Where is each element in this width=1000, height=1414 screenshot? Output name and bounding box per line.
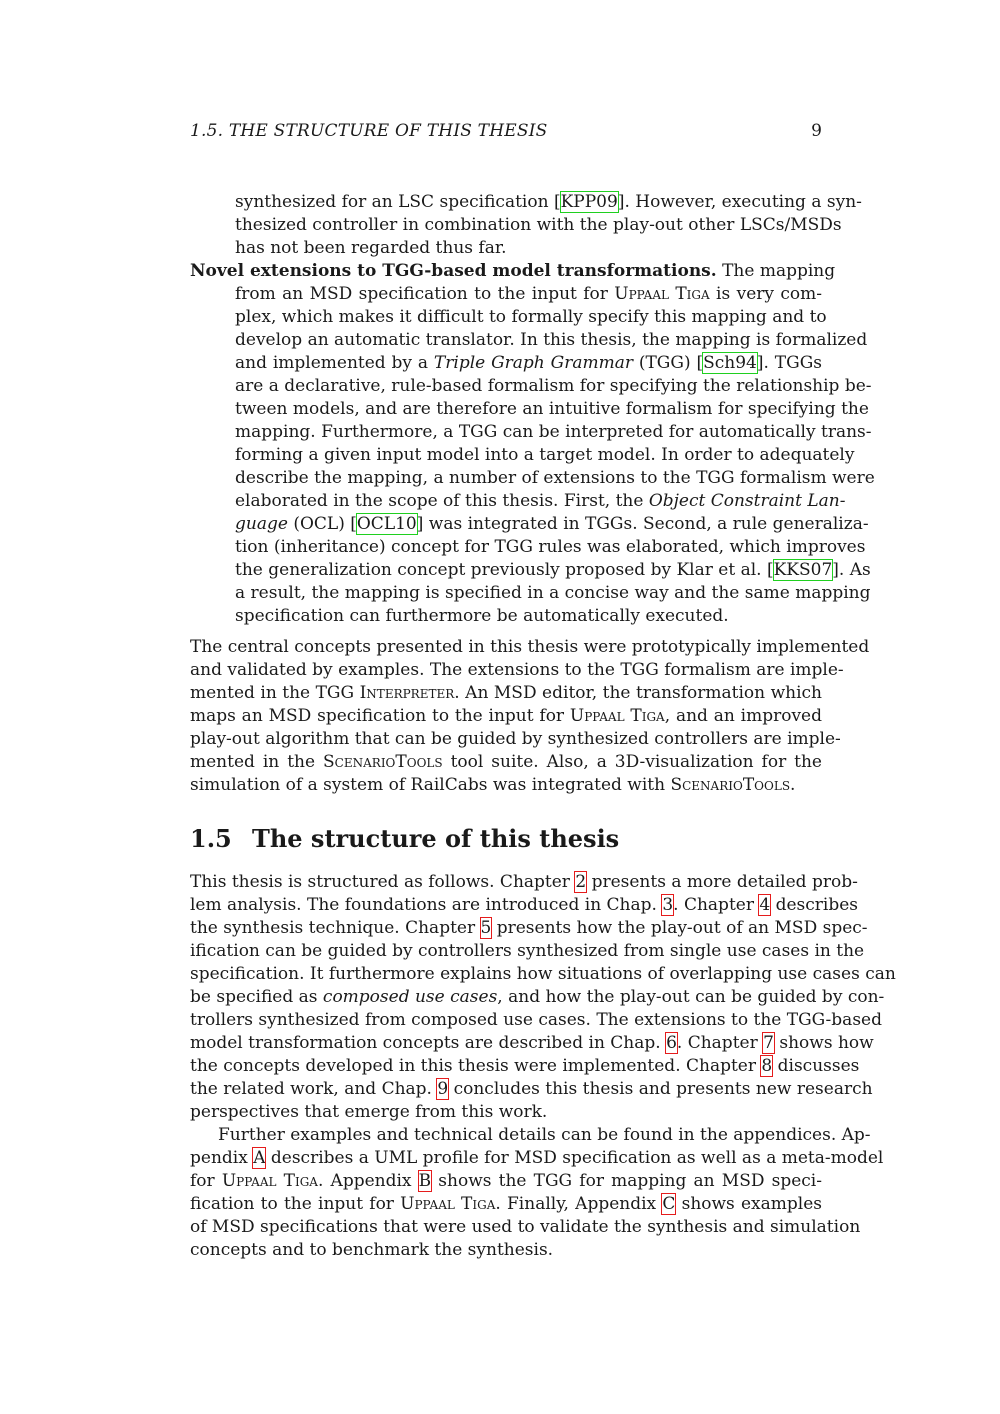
impl-paragraph-line: and validated by examples. The extensions to the TGG formalism are imple- bbox=[190, 660, 844, 680]
citation-link-kks07[interactable]: KKS07 bbox=[773, 560, 833, 580]
tgg-item-line: tween models, and are therefore an intuitive formalism for specifying the bbox=[235, 399, 869, 419]
structure-paragraph-line: perspectives that emerge from this work. bbox=[190, 1102, 548, 1122]
page-number: 9 bbox=[811, 121, 822, 141]
tgg-item-line: specification can furthermore be automatically executed. bbox=[235, 606, 729, 626]
item-continuation-line: has not been regarded thus far. bbox=[235, 238, 507, 258]
structure-paragraph-line: trollers synthesized from composed use cases. The extensions to the TGG-based bbox=[190, 1010, 882, 1030]
impl-paragraph-line: simulation of a system of RailCabs was integrated with ScenarioTools. bbox=[190, 775, 796, 795]
tgg-item-line: tion (inheritance) concept for TGG rules was elaborated, which improves bbox=[235, 537, 866, 557]
appendix-link-c[interactable]: C bbox=[662, 1194, 676, 1214]
structure-paragraph-line: the concepts developed in this thesis were implemented. Chapter 8 discusses bbox=[190, 1056, 860, 1076]
chapter-link-8[interactable]: 8 bbox=[761, 1056, 773, 1076]
tgg-item-line: are a declarative, rule-based formalism for specifying the relationship be- bbox=[235, 376, 872, 396]
structure-paragraph-line: ification can be guided by controllers synthesized from single use cases in the bbox=[190, 941, 865, 961]
structure-paragraph-line: be specified as composed use cases, and how the play-out can be guided by con- bbox=[190, 987, 885, 1007]
tgg-item-line: describe the mapping, a number of extensions to the TGG formalism were bbox=[235, 468, 875, 488]
structure-paragraph-line: model transformation concepts are described in Chap. 6. Chapter 7 shows how bbox=[190, 1033, 874, 1053]
tgg-item-line: guage (OCL) [OCL10] was integrated in TGGs. Second, a rule generaliza- bbox=[235, 514, 869, 534]
impl-paragraph-line: The central concepts presented in this thesis were prototypically implemented bbox=[190, 637, 870, 657]
structure-paragraph-line: the related work, and Chap. 9 concludes this thesis and presents new research bbox=[190, 1079, 873, 1099]
tgg-item-line: and implemented by a Triple Graph Grammar (TGG) [Sch94]. TGGs bbox=[235, 353, 823, 373]
tgg-item-line: from an MSD specification to the input for Uppaal Tiga is very com- bbox=[235, 284, 822, 304]
running-header-title: 1.5. THE STRUCTURE OF THIS THESIS bbox=[190, 121, 548, 141]
chapter-link-5[interactable]: 5 bbox=[480, 918, 492, 938]
appendix-paragraph-line: concepts and to benchmark the synthesis. bbox=[190, 1240, 554, 1260]
impl-paragraph-line: mented in the TGG Interpreter. An MSD editor, the transformation which bbox=[190, 683, 823, 703]
appendix-paragraph-line: fication to the input for Uppaal Tiga. Finally, Appendix C shows examples bbox=[190, 1194, 823, 1214]
tgg-item-line: develop an automatic translator. In this thesis, the mapping is formalized bbox=[235, 330, 868, 350]
tgg-item-line: plex, which makes it difficult to formally specify this mapping and to bbox=[235, 307, 827, 327]
structure-paragraph-line: the synthesis technique. Chapter 5 presents how the play-out of an MSD spec- bbox=[190, 918, 868, 938]
impl-paragraph-line: play-out algorithm that can be guided by synthesized controllers are imple- bbox=[190, 729, 841, 749]
item-continuation-line: synthesized for an LSC specification [KPP09]. However, executing a syn- bbox=[235, 192, 862, 212]
citation-link-kpp09[interactable]: KPP09 bbox=[560, 192, 618, 212]
tgg-item-line: Novel extensions to TGG-based model transformations. The mapping bbox=[190, 261, 836, 281]
chapter-link-6[interactable]: 6 bbox=[666, 1033, 677, 1053]
impl-paragraph-line: mented in the ScenarioTools tool suite. Also, a 3D-visualization for the bbox=[190, 752, 822, 772]
chapter-link-3[interactable]: 3 bbox=[662, 895, 674, 915]
appendix-link-b[interactable]: B bbox=[418, 1171, 432, 1191]
impl-paragraph-line: maps an MSD specification to the input for Uppaal Tiga, and an improved bbox=[190, 706, 822, 726]
item-continuation-line: thesized controller in combination with the play-out other LSCs/MSDs bbox=[235, 215, 842, 235]
tgg-item-line: a result, the mapping is specified in a concise way and the same mapping bbox=[235, 583, 871, 603]
chapter-link-9[interactable]: 9 bbox=[437, 1079, 449, 1099]
citation-link-ocl10[interactable]: OCL10 bbox=[356, 514, 417, 534]
citation-link-sch94[interactable]: Sch94 bbox=[703, 353, 757, 373]
structure-paragraph-line: lem analysis. The foundations are introduced in Chap. 3. Chapter 4 describes bbox=[190, 895, 859, 915]
appendix-paragraph-line: for Uppaal Tiga. Appendix B shows the TGG for mapping an MSD speci- bbox=[190, 1171, 822, 1191]
chapter-link-4[interactable]: 4 bbox=[759, 895, 771, 915]
section-number: 1.5 bbox=[190, 824, 232, 853]
appendix-paragraph-line: of MSD specifications that were used to validate the synthesis and simulation bbox=[190, 1217, 861, 1237]
section-title: The structure of this thesis bbox=[252, 824, 620, 853]
tgg-item-line: elaborated in the scope of this thesis. First, the Object Constraint Lan- bbox=[235, 491, 846, 511]
chapter-link-7[interactable]: 7 bbox=[763, 1033, 774, 1053]
chapter-link-2[interactable]: 2 bbox=[575, 872, 587, 892]
tgg-item-line: mapping. Furthermore, a TGG can be interpreted for automatically trans- bbox=[235, 422, 872, 442]
appendix-paragraph-line: Further examples and technical details can be found in the appendices. Ap- bbox=[218, 1125, 871, 1145]
structure-paragraph-line: This thesis is structured as follows. Chapter 2 presents a more detailed prob- bbox=[190, 872, 858, 892]
appendix-paragraph-line: pendix A describes a UML profile for MSD specification as well as a meta-model bbox=[190, 1148, 884, 1168]
appendix-link-a[interactable]: A bbox=[253, 1148, 266, 1168]
structure-paragraph-line: specification. It furthermore explains how situations of overlapping use cases can bbox=[190, 964, 896, 984]
tgg-item-line: the generalization concept previously proposed by Klar et al. [KKS07]. As bbox=[235, 560, 871, 580]
tgg-item-heading: Novel extensions to TGG-based model transformations. bbox=[190, 261, 717, 281]
tgg-item-line: forming a given input model into a target model. In order to adequately bbox=[235, 445, 855, 465]
